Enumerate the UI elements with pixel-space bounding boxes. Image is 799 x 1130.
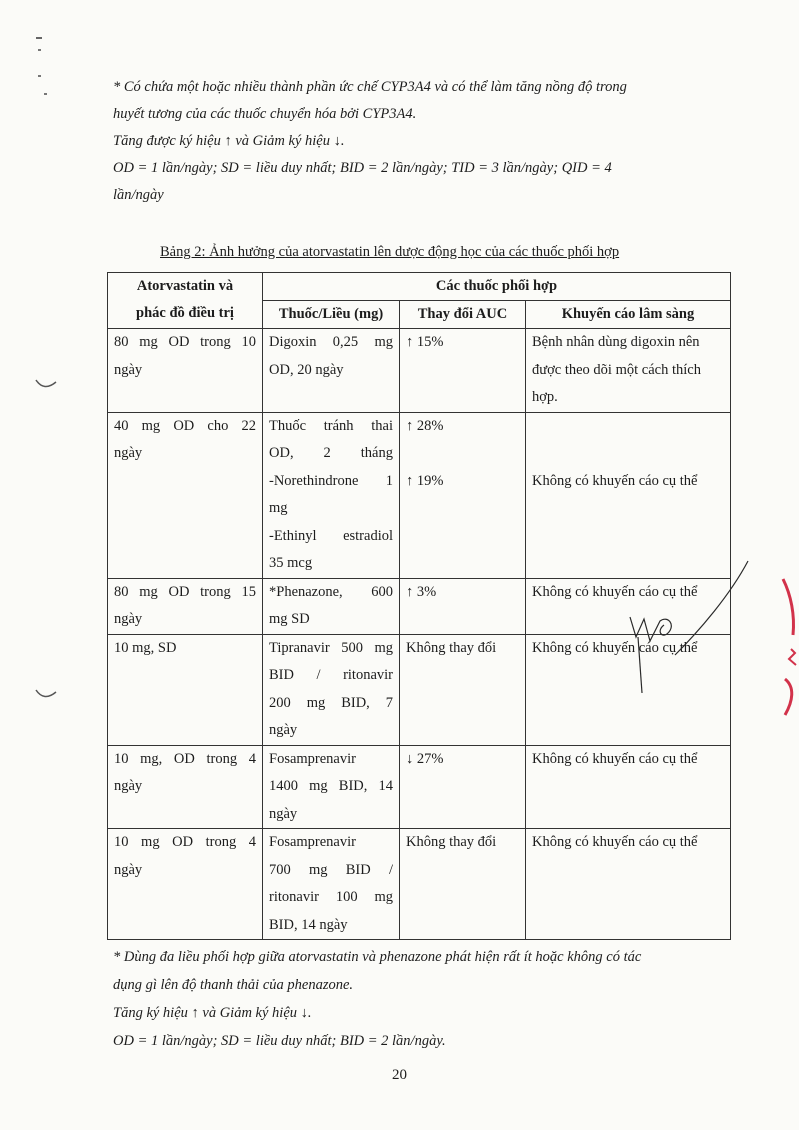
top-note-line-1: * Có chứa một hoặc nhiều thành phần ức chế CYP3A4 và có thể làm tăng nồng độ trong <box>113 79 627 95</box>
cell-auc-change <box>400 829 526 940</box>
cell-clinical-advice-line: Không có khuyến cáo cụ thể <box>532 834 698 850</box>
cell-drug-dose-line: 700 mg BID / <box>269 861 393 878</box>
cell-clinical-advice-line <box>532 440 724 468</box>
cell-drug-dose-line: mg SD <box>269 611 310 627</box>
cell-clinical-advice-line: Không có khuyến cáo cụ thể <box>532 639 698 656</box>
cell-regimen-line: 40 mg OD cho 22 <box>114 417 256 434</box>
cell-drug-dose-line: OD, 2 tháng <box>269 445 393 461</box>
table-header-row-1 <box>108 273 731 301</box>
header-regimen-line-1: Atorvastatin và <box>136 278 234 294</box>
cell-auc-change <box>400 634 526 745</box>
cell-clinical-advice <box>526 745 731 829</box>
cell-regimen-line: ngày <box>114 778 143 794</box>
table-row <box>108 829 731 940</box>
cell-clinical-advice-line: hợp. <box>532 389 558 405</box>
cell-drug-dose-line: mg <box>269 500 288 516</box>
header-drug-dose: Thuốc/Liều (mg) <box>263 301 400 329</box>
bottom-note-line-1: * Dùng đa liều phối hợp giữa atorvastatin và phenazone phát hiện rất ít hoặc không có tác <box>113 949 642 965</box>
cell-regimen <box>108 745 263 829</box>
cell-auc-change-line: ↑ 28% <box>406 417 444 434</box>
cell-drug-dose <box>263 329 400 413</box>
cell-drug-dose <box>263 745 400 829</box>
top-notes <box>113 74 725 209</box>
red-stamp-fragment <box>777 575 799 725</box>
cell-regimen-line: 10 mg OD trong 4 <box>114 834 256 850</box>
bottom-notes <box>113 943 733 1055</box>
cell-auc-change <box>400 412 526 578</box>
cell-drug-dose-line: *Phenazone, 600 <box>269 583 393 600</box>
top-note-line-4: OD = 1 lần/ngày; SD = liều duy nhất; BID = 2 lần/ngày; TID = 3 lần/ngày; QID = 4 <box>113 160 612 176</box>
cell-drug-dose <box>263 578 400 634</box>
page-number: 20 <box>392 1067 407 1083</box>
cell-regimen-line: ngày <box>114 861 143 878</box>
bottom-note-line-3: Tăng ký hiệu ↑ và Giảm ký hiệu ↓. <box>113 1005 312 1021</box>
cell-auc-change <box>400 745 526 829</box>
cell-clinical-advice <box>526 412 731 578</box>
cell-clinical-advice <box>526 829 731 940</box>
top-note-line-5: lần/ngày <box>113 187 164 203</box>
handwritten-signature <box>620 555 760 695</box>
cell-drug-dose-line: OD, 20 ngày <box>269 361 344 378</box>
cell-clinical-advice <box>526 329 731 413</box>
header-clinical-advice: Khuyến cáo lâm sàng <box>526 301 731 329</box>
cell-drug-dose <box>263 634 400 745</box>
table-row <box>108 329 731 413</box>
header-coadministered-group: Các thuốc phối hợp <box>263 273 731 301</box>
cell-regimen <box>108 578 263 634</box>
cell-drug-dose-line: BID, 14 ngày <box>269 916 348 933</box>
cell-drug-dose-line: Tipranavir 500 mg <box>269 639 393 656</box>
cell-clinical-advice-line: Không có khuyến cáo cụ thể <box>532 583 698 600</box>
cell-clinical-advice-line: Không có khuyến cáo cụ thể <box>532 472 698 489</box>
cell-regimen <box>108 329 263 413</box>
cell-regimen-line: ngày <box>114 361 143 378</box>
cell-regimen-line: 80 mg OD trong 15 <box>114 583 256 600</box>
cell-auc-change-line: ↑ 15% <box>406 334 444 350</box>
cell-auc-change-line: Không thay đổi <box>406 834 497 850</box>
cell-drug-dose-line: 1400 mg BID, 14 <box>269 778 393 794</box>
bottom-note-line-2: dụng gì lên độ thanh thải của phenazone. <box>113 977 354 993</box>
header-regimen <box>108 273 263 329</box>
cell-auc-change-line: ↑ 19% <box>406 472 444 489</box>
cell-drug-dose-line: ritonavir 100 mg <box>269 889 393 905</box>
cell-auc-change-line: Không thay đổi <box>406 639 497 656</box>
cell-drug-dose-line: Fosamprenavir <box>269 834 356 850</box>
scan-margin-marks <box>30 30 70 710</box>
cell-clinical-advice-line <box>532 413 724 441</box>
cell-regimen-line: 80 mg OD trong 10 <box>114 334 256 350</box>
cell-drug-dose-line: Fosamprenavir <box>269 750 356 767</box>
cell-auc-change <box>400 578 526 634</box>
cell-drug-dose-line: -Norethindrone 1 <box>269 472 393 489</box>
cell-drug-dose-line: Thuốc tránh thai <box>269 417 393 434</box>
cell-drug-dose <box>263 829 400 940</box>
cell-regimen <box>108 412 263 578</box>
table-caption: Bảng 2: Ảnh hưởng của atorvastatin lên dược động học của các thuốc phối hợp <box>160 244 620 260</box>
table-row <box>108 745 731 829</box>
cell-regimen <box>108 634 263 745</box>
bottom-note-line-4: OD = 1 lần/ngày; SD = liều duy nhất; BID = 2 lần/ngày. <box>113 1033 446 1049</box>
cell-drug-dose-line: -Ethinyl estradiol <box>269 527 393 544</box>
cell-auc-change-line <box>406 440 519 468</box>
cell-drug-dose-line: Digoxin 0,25 mg <box>269 334 393 350</box>
cell-auc-change-line: ↓ 27% <box>406 750 444 767</box>
cell-clinical-advice-line: Bệnh nhân dùng digoxin nên <box>532 334 700 350</box>
cell-drug-dose-line: 35 mcg <box>269 555 313 571</box>
cell-auc-change-line: ↑ 3% <box>406 583 437 600</box>
cell-regimen <box>108 829 263 940</box>
cell-drug-dose-line: 200 mg BID, 7 <box>269 694 393 711</box>
cell-clinical-advice-line: Không có khuyến cáo cụ thể <box>532 750 698 767</box>
cell-regimen-line: ngày <box>114 611 143 627</box>
cell-regimen-line: ngày <box>114 445 143 461</box>
cell-clinical-advice-line: được theo dõi một cách thích <box>532 361 701 378</box>
header-regimen-line-2: phác đồ điều trị <box>136 305 234 321</box>
cell-drug-dose-line: BID / ritonavir <box>269 667 393 683</box>
top-note-line-3: Tăng được ký hiệu ↑ và Giảm ký hiệu ↓. <box>113 133 345 149</box>
cell-drug-dose-line: ngày <box>269 805 298 822</box>
cell-regimen-line: 10 mg, OD trong 4 <box>114 750 256 767</box>
table-row <box>108 412 731 578</box>
cell-auc-change <box>400 329 526 413</box>
cell-drug-dose <box>263 412 400 578</box>
cell-regimen-line: 10 mg, SD <box>114 639 177 656</box>
cell-drug-dose-line: ngày <box>269 722 298 738</box>
top-note-line-2: huyết tương của các thuốc chuyển hóa bởi CYP3A4. <box>113 106 417 122</box>
header-auc-change: Thay đổi AUC <box>400 301 526 329</box>
